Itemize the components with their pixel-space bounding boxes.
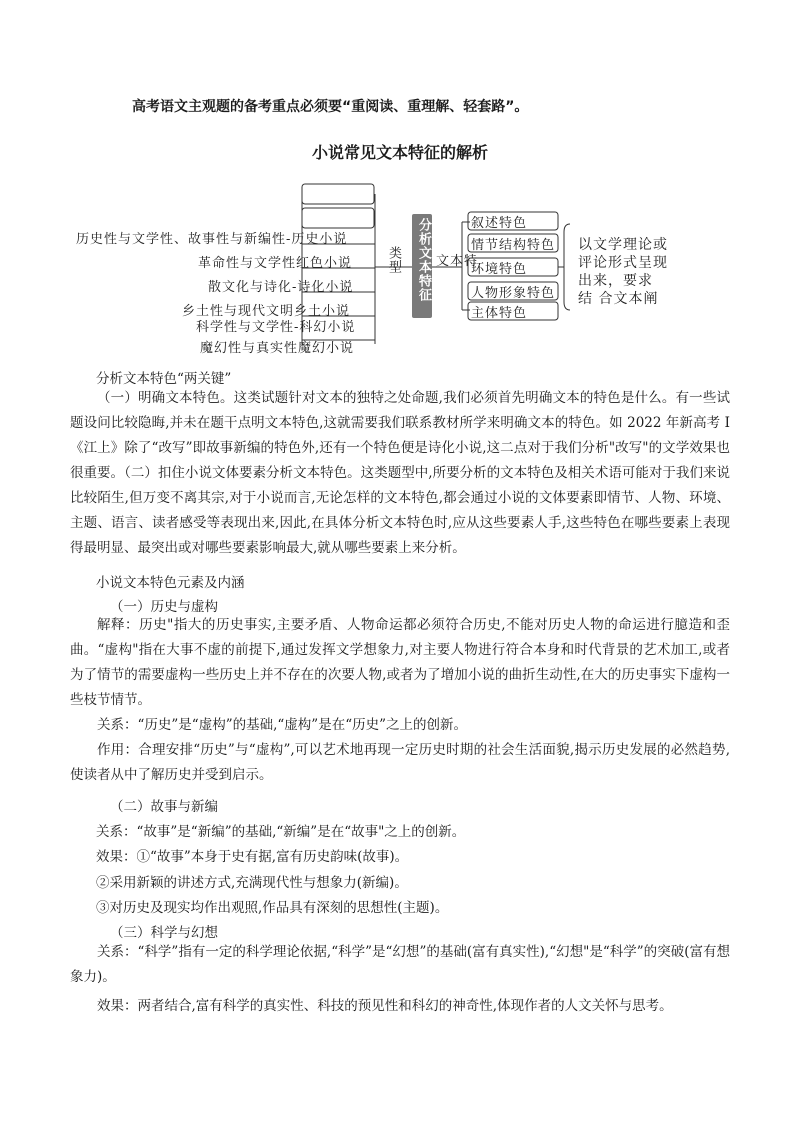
paragraph-science-effect: 效果：两者结合,富有科学的真实性、科技的预见性和科幻的神奇性,体现作者的人文关怀与思考。 xyxy=(97,998,673,1014)
left-item-1: 历史性与文学性、故事性与新编性-历史小说 xyxy=(76,232,348,247)
paragraph-history-explain: 解释：历史"指大的历史事实,主要矛盾、人物命运都必须符合历史,不能对历史人物的命运进行臆造和歪曲。“虚构"指在大事不虚的前提下,通过发挥文学想象力,对主要人物进行符合本身和时代背景的艺术加工,或者为了情节的需要虚构一些历史上并不存在的次要人物,或者为了增加小说的曲折生动性,在大的历史事实下虚构一些枝节情节。 xyxy=(70,617,730,708)
story-effect-3: ③对历史及现实均作出观照,作品具有深刻的思想性(主题)。 xyxy=(96,900,449,916)
elements-heading: 小说文本特色元素及内涵 xyxy=(96,575,245,591)
left-item-5: 科学性与文学性-科幻小说 xyxy=(196,320,356,335)
far-right-line-4: 结 合文本阐 xyxy=(578,291,659,307)
right-item-1: 叙述特色 xyxy=(471,216,528,231)
subsection-story-rewrite: （二）故事与新编 xyxy=(110,799,218,815)
story-effect-2: ②采用新颖的讲述方式,充满现代性与想象力(新编)。 xyxy=(96,875,408,891)
right-item-4: 人物形象特色 xyxy=(471,286,556,301)
paragraph-history-effect: 作用：合理安排“历史”与“虚构”,可以艺术地再现一定历史时期的社会生活面貌,揭示历史发展的必然趋势,使读者从中了解历史并受到启示。 xyxy=(70,742,730,783)
right-item-5: 主体特色 xyxy=(471,306,528,321)
paragraph-science-relation: 关系：“科学”指有一定的科学理论依据,“科学”是“幻想”的基础(富有真实性),“幻想"是“科学”的突破(富有想象力)。 xyxy=(70,944,730,985)
intro-line: 高考语文主观题的备考重点必须要“重阅读、重理解、轻套路”。 xyxy=(132,99,529,115)
far-right-line-1: 以文学理论或 xyxy=(578,237,668,253)
left-item-6: 魔幻性与真实性魔幻小说 xyxy=(200,341,355,356)
story-relation: 关系：“故事”是“新编”的基础,“新编”是在“故事"之上的创新。 xyxy=(96,824,466,840)
empty-box-2 xyxy=(302,208,374,228)
story-effect-1: 效果：①“故事”本身于史有据,富有历史韵味(故事)。 xyxy=(96,849,409,865)
paragraph-history-relation: 关系：“历史”是“虚构”的基础,“虚构”是在“历史”之上的创新。 xyxy=(97,717,468,733)
center-node xyxy=(412,214,432,318)
right-item-2: 情节结构特色 xyxy=(471,238,556,253)
empty-box-1 xyxy=(302,184,374,204)
mind-map-diagram xyxy=(70,182,670,357)
subsection-science-fantasy: （三）科学与幻想 xyxy=(110,925,218,941)
left-item-3: 散文化与诗化-诗化小说 xyxy=(208,280,354,295)
left-item-4: 乡土性与现代文明乡土小说 xyxy=(182,304,351,319)
type-label: 类型 xyxy=(386,246,401,274)
right-item-3: 环境特色 xyxy=(471,262,528,277)
paragraph-key-points: （一）明确文本特色。这类试题针对文本的独特之处命题,我们必须首先明确文本的特色是什么。有一些试题设问比较隐晦,并未在题干点明文本特色,这就需要我们联系教材所学来明确文本的特色。如 2022 年新高考 I《江上》除了“改写”即故事新编的特色外,还有一个特色便是诗化小说,这二点对于我们分析"改写"的文学效果也很重要。（二）扣住小说文体要素分析文本特色。这类题型中,所要分析的文本特色及相关术语可能对于我们来说比较陌生,但万变不离其宗,对于小说而言,无论怎样的文本特色,都会通过小说的文体要素即情节、人物、环境、主题、语言、读者感受等表现出来,因此,在具体分析文本特色时,应从这些要素人手,这些特色在哪些要素上表现得最明显、最突出或对哪些要素影响最大,就从哪些要素上来分析。 xyxy=(70,390,730,556)
section-heading: 分析文本特色“两关键” xyxy=(96,371,232,387)
page-title: 小说常见文本特征的解析 xyxy=(311,143,488,162)
feature-label: 文本特 xyxy=(436,254,479,269)
left-item-2: 革命性与文学性红色小说 xyxy=(198,256,353,271)
far-right-line-2: 评论形式呈现 xyxy=(578,255,668,271)
subsection-history-fiction: （一）历史与虚构 xyxy=(110,599,218,615)
far-right-line-3: 出来，要求 xyxy=(578,273,653,289)
center-node-label: 分析文本特征 xyxy=(416,218,431,302)
